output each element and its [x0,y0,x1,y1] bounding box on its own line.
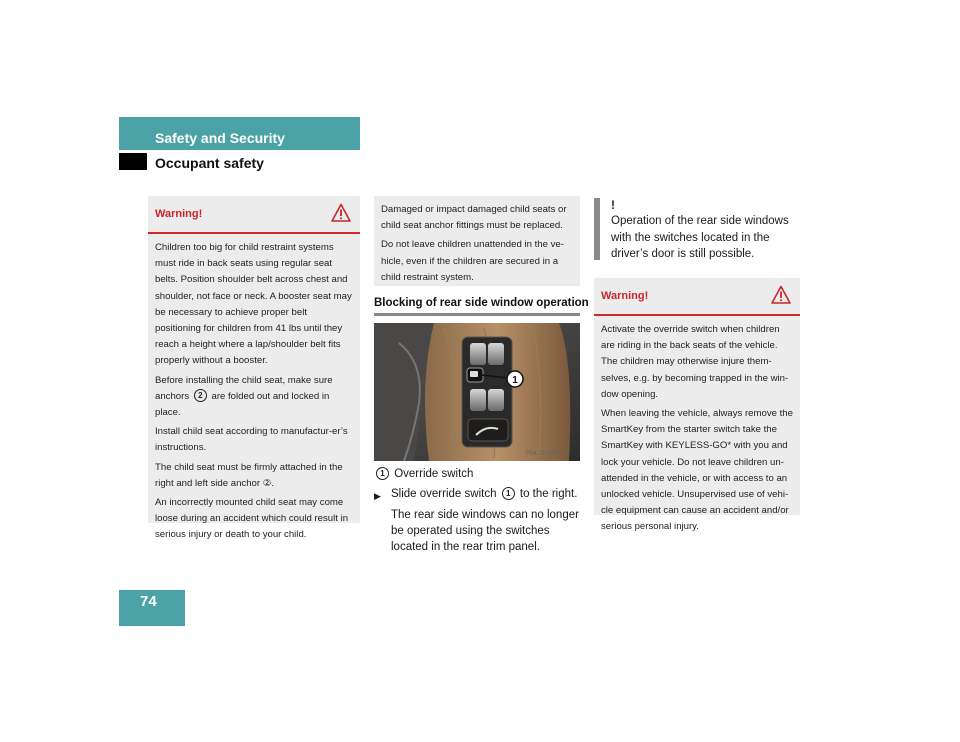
section-heading: Blocking of rear side window operation [374,297,589,309]
warning-triangle-icon [771,285,791,305]
subsection-marker [119,153,147,170]
warning-paragraph: An incorrectly mounted child seat may come loose during an accident which could result in serious injury or death to your child. [155,497,349,541]
warning-title: Warning! [155,208,203,220]
warning-triangle-icon [331,203,351,223]
info-paragraph: Do not leave children unattended in the ve-hicle, even if the children are secured in a child restraint system. [381,239,564,283]
step-text-before: Slide override switch [391,488,497,500]
warning-paragraph: The child seat must be firmly attached in the right and left side anchor ②. [155,461,343,489]
warning-box-override [594,278,800,533]
warning-header [148,196,360,234]
step-number-badge: 1 [502,487,515,500]
photo-reference-code: P54.25-2602-31 [526,451,570,457]
door-panel-illustration [374,323,580,461]
anchor-text-after: are folded out and locked in place. [155,390,330,419]
instruction-result: The rear side windows can no longer be operated using the switches located in the rear trim panel. [391,509,579,553]
warning-paragraph: Children too big for child restraint systems must ride in back seats using regular seat belts. Position shoulder belt across chest and shoulder, not face or neck. A booster seat may be necessary to achieve proper belt positioning for children from 41 lbs until they reach a height where a lap/shoulder belt fits properly without a booster. [155,242,352,367]
legend-text: Override switch [394,468,474,480]
warning-paragraph-anchors [155,373,353,422]
subsection-title: Occupant safety [155,155,264,171]
warning-title: Warning! [601,290,649,302]
warning-box-child-seat [148,196,360,541]
warning-paragraph: Activate the override switch when children are riding in the back seats of the vehicle. The children may otherwise injure them-selves, e.g. by becoming trapped in the win-dow opening. [601,324,789,400]
page-number: 74 [140,593,157,610]
anchor-number-badge: 2 [194,389,207,402]
section-title: Safety and Security [155,130,285,146]
notice-icon: ! [611,198,615,212]
info-paragraph: Damaged or impact damaged child seats or child seat anchor fittings must be replaced. [381,204,567,232]
legend-number-badge: 1 [376,467,389,480]
legend-item [374,466,473,482]
warning-paragraph: When leaving the vehicle, always remove the SmartKey from the starter switch take the SmartKey with KEYLESS-GO* with you and lock your vehicle. Do not leave children un-attended in the vehicle, or with access to an unlocked vehicle. Unsupervised use of vehi-cle equipment can cause an accident and/or serious personal injury. [601,408,793,533]
instruction-step [391,486,577,502]
callout-number: 1 [512,375,518,386]
door-switch-photo [374,323,580,461]
notice-bar [594,198,600,260]
notice-text: Operation of the rear side windows with the switches located in the driver’s door is still possible. [611,215,789,260]
warning-paragraph: Install child seat according to manufactur-er’s instructions. [155,426,348,454]
heading-rule [374,313,580,316]
anchor-text-before: Before installing the child seat, make sure anchors [155,374,333,402]
warning-header [594,278,800,316]
step-arrow-icon: ▶ [374,491,381,501]
info-box-damaged-seats [374,196,580,286]
step-text-after: to the right. [519,488,578,500]
